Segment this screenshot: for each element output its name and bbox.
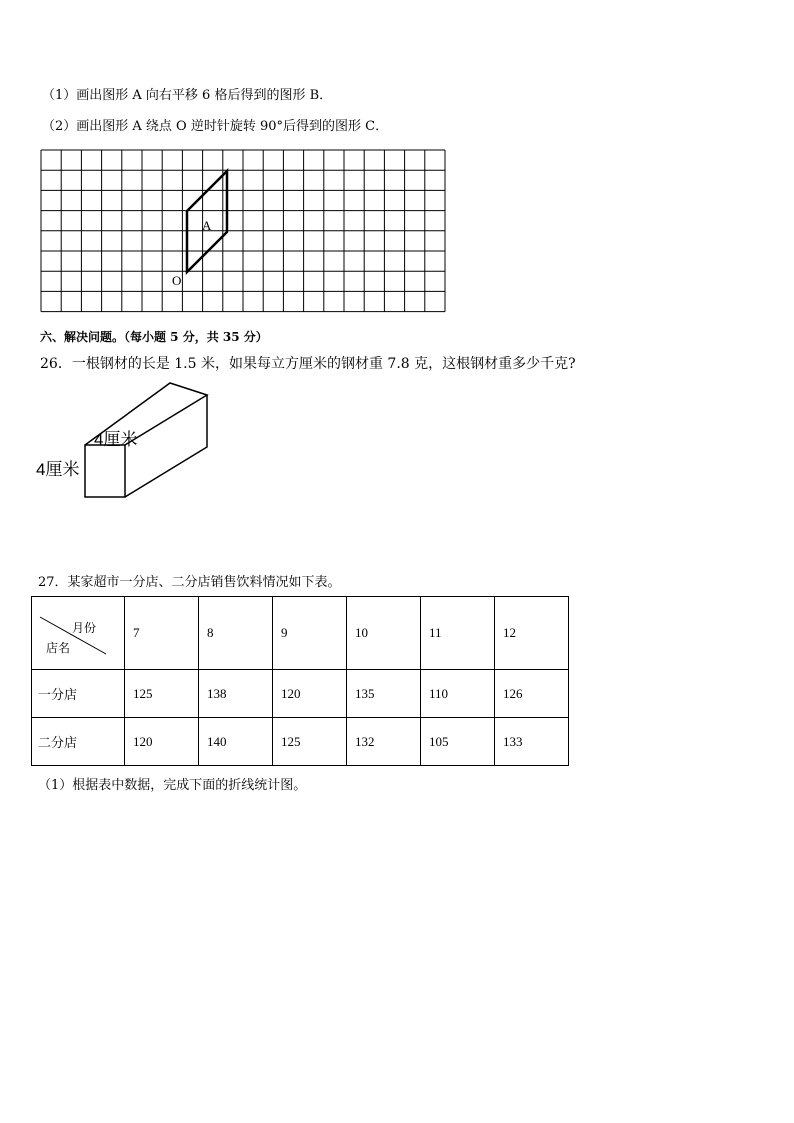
table-row	[32, 718, 569, 766]
top-dimension-label: 4厘米	[94, 430, 138, 449]
month-cell: 9	[273, 597, 347, 670]
value-cell: 125	[273, 718, 347, 766]
value-cell: 140	[199, 718, 273, 766]
table-row	[32, 670, 569, 718]
store-header: 店名	[46, 641, 71, 655]
question-1-translate: （1）画出图形 A 向右平移 6 格后得到的图形 B．	[42, 88, 333, 103]
value-cell: 138	[199, 670, 273, 718]
table-header-row	[32, 597, 569, 670]
question-27-part-1: （1）根据表中数据，完成下面的折线统计图。	[38, 778, 307, 793]
square-grid	[40, 146, 446, 316]
month-cell: 11	[421, 597, 495, 670]
cuboid-figure	[30, 375, 220, 505]
month-cell: 8	[199, 597, 273, 670]
point-o-label: O	[172, 273, 182, 288]
value-cell: 135	[347, 670, 421, 718]
question-27: 27．某家超市一分店、二分店销售饮料情况如下表。	[38, 575, 341, 590]
question-2-rotate: （2）画出图形 A 绕点 O 逆时针旋转 90°后得到的图形 C．	[42, 119, 389, 134]
section-6-heading: 六、解决问题。（每小题 5 分，共 35 分）	[40, 330, 268, 344]
figure-a-label: A	[202, 218, 212, 233]
month-header: 月份	[71, 621, 96, 635]
sales-table	[31, 596, 569, 766]
store-name-cell: 二分店	[32, 718, 125, 766]
value-cell: 125	[125, 670, 199, 718]
month-cell: 10	[347, 597, 421, 670]
month-cell: 12	[495, 597, 569, 670]
value-cell: 133	[495, 718, 569, 766]
value-cell: 120	[125, 718, 199, 766]
value-cell: 126	[495, 670, 569, 718]
store-name-cell: 一分店	[32, 670, 125, 718]
month-cell: 7	[125, 597, 199, 670]
value-cell: 132	[347, 718, 421, 766]
value-cell: 105	[421, 718, 495, 766]
side-dimension-label: 4厘米	[36, 460, 80, 479]
value-cell: 120	[273, 670, 347, 718]
question-26: 26．一根钢材的长是 1.5 米，如果每立方厘米的钢材重 7.8 克，这根钢材重多少千克?	[40, 356, 576, 372]
value-cell: 110	[421, 670, 495, 718]
table-corner-header	[32, 597, 125, 670]
